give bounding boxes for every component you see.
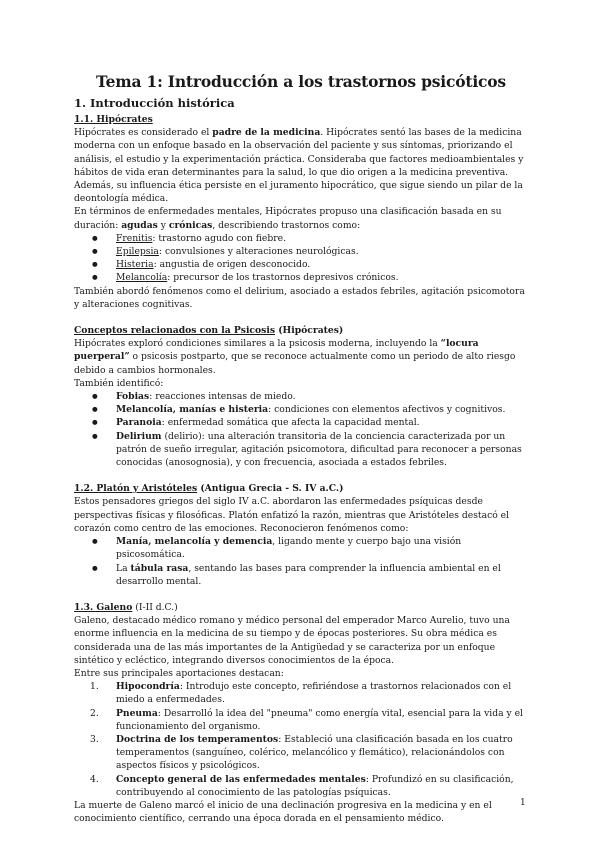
heading-conceptos-psicosis: Conceptos relacionados con la Psicosis (Hipócrates) — [74, 325, 344, 337]
paragraph-delirium: También abordó fenómenos como el delirium, asociado a estados febriles, agitación psicomotora y alteraciones cognitivas. — [74, 285, 525, 310]
list-item: ● Melancolía: precursor de los trastornos depresivos crónicos. — [74, 271, 528, 284]
list-item: ● La tábula rasa, sentando las bases para comprender la influencia ambiental en el desarrollo mental. — [74, 562, 528, 588]
list-item: ● Manía, melancolía y demencia, ligando mente y cuerpo bajo una visión psicosomática. — [74, 535, 528, 561]
heading-galeno: 1.3. Galeno (I-II d.C.) — [74, 601, 178, 613]
section-heading-intro: 1. Introducción histórica — [74, 96, 235, 110]
list-item: 2. Pneuma: Desarrolló la idea del "pneuma" como energía vital, esencial para la vida y el funcionamiento del organismo. — [90, 707, 523, 732]
list-item: ● Epilepsia: convulsiones y alteraciones neurológicas. — [74, 245, 528, 258]
list-galeno — [74, 680, 528, 799]
list-platon — [74, 535, 528, 588]
list-item: 3. Doctrina de los temperamentos: Estableció una clasificación basada en los cuatro temperamentos (sanguíneo, colérico, melancólico y flemático), relacionándolos con aspectos físicos y psicológicos. — [90, 733, 513, 772]
paragraph-aportaciones: Entre sus principales aportaciones destacan: — [74, 667, 284, 679]
page-number: 1 — [520, 798, 526, 808]
paragraph-locura-puerperal: Hipócrates exploró condiciones similares a la psicosis moderna, incluyendo la “locura puerperal” o psicosis postparto, que se reconoce actualmente como un periodo de alto riesgo debido a cambios hormonales. — [74, 338, 516, 376]
list-item: ● Histeria: angustia de origen desconocido. — [74, 258, 528, 271]
heading-hipocrates: 1.1. Hipócrates — [74, 114, 153, 125]
paragraph-muerte-galeno: La muerte de Galeno marcó el inicio de una declinación progresiva en la medicina y en el conocimiento científico, cerrando una época dorada en el pensamiento médico. — [74, 799, 492, 825]
heading-platon-aristoteles: 1.2. Platón y Aristóteles (Antigua Grecia - S. IV a.C.) — [74, 483, 344, 495]
list-hipocrates-disorders — [74, 232, 528, 285]
document-page — [74, 72, 528, 825]
list-item: ● Fobias: reacciones intensas de miedo. — [74, 390, 528, 403]
list-item: 1. Hipocondría: Introdujo este concepto, refiriéndose a trastornos relacionados con el miedo a enfermedades. — [90, 681, 512, 706]
list-item: 4. Concepto general de las enfermedades mentales: Profundizó en su clasificación, contribuyendo al conocimiento de las patologías psíquicas. — [90, 773, 514, 798]
list-item: ● Melancolía, manías e histeria: condiciones con elementos afectivos y cognitivos. — [74, 403, 528, 416]
paragraph-hipocrates-classification: En términos de enfermedades mentales, Hipócrates propuso una clasificación basada en su duración: agudas y crónicas, describiendo trastornos como: — [74, 206, 502, 231]
list-item: ● Delirium (delirio): una alteración transitoria de la conciencia caracterizada por un patrón de sueño irregular, agitación psicomotora, dificultad para reconocer a personas conocidas (anosognosia), y con frecuencia, asociada a estados febriles. — [74, 430, 528, 470]
page-title: Tema 1: Introducción a los trastornos psicóticos — [96, 72, 506, 91]
list-conceptos — [74, 390, 528, 469]
paragraph-galeno: Galeno, destacado médico romano y médico personal del emperador Marco Aurelio, tuvo una enorme influencia en la medicina de su tiempo y de épocas posteriores. Su obra médica es considerada una de las más importantes de la Antigüedad y se caracteriza por un enfoque sintético y ecléctico, integrando diversos conocimientos de la época. — [74, 615, 510, 666]
paragraph-tambien: También identificó: — [74, 377, 164, 389]
paragraph-hipocrates-intro: Hipócrates es considerado el padre de la medicina. Hipócrates sentó las bases de la medicina moderna con un enfoque basado en la observación del paciente y sus síntomas, priorizando el análisis, el estudio y la experimentación práctica. Consideraba que factores medioambientales y hábitos de vida eran determinantes para la salud, lo que dio origen a la medicina preventiva. Además, su influencia ética persiste en el juramento hipocrático, que sigue siendo un pilar de la deontología médica. — [74, 127, 524, 205]
list-item: ● Paranoia: enfermedad somática que afecta la capacidad mental. — [74, 416, 528, 429]
paragraph-platon: Estos pensadores griegos del siglo IV a.C. abordaron las enfermedades psíquicas desde perspectivas físicas y filosóficas. Platón enfatizó la razón, mientras que Aristóteles destacó el corazón como centro de las emociones. Reconocieron fenómenos como: — [74, 496, 510, 534]
list-item: ● Frenitis: trastorno agudo con fiebre. — [74, 232, 528, 245]
